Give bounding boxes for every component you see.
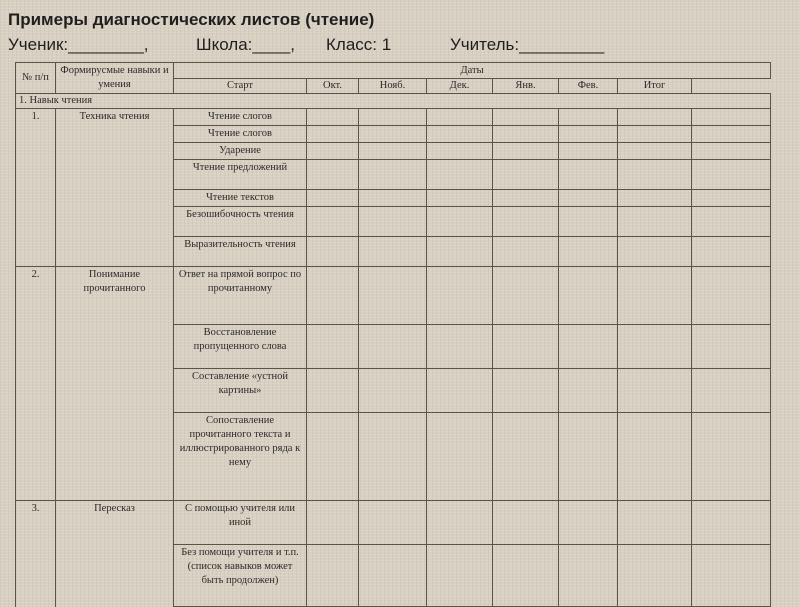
score-cell[interactable] (559, 369, 618, 413)
score-cell[interactable] (692, 207, 771, 237)
skill-label: Выразительность чтения (174, 237, 307, 267)
score-cell[interactable] (307, 160, 359, 190)
score-cell[interactable] (493, 237, 559, 267)
score-cell[interactable] (692, 109, 771, 126)
column-header: Старт (174, 79, 307, 94)
score-cell[interactable] (559, 207, 618, 237)
score-cell[interactable] (359, 126, 427, 143)
score-cell[interactable] (359, 501, 427, 545)
score-cell[interactable] (493, 109, 559, 126)
score-cell[interactable] (493, 190, 559, 207)
column-header: Фев. (559, 79, 618, 94)
score-cell[interactable] (307, 413, 359, 501)
header-skills: Формирусмые навыки и умения (56, 63, 174, 94)
score-cell[interactable] (307, 190, 359, 207)
school-field: Школа:____, (196, 35, 295, 54)
score-cell[interactable] (692, 413, 771, 501)
score-cell[interactable] (559, 413, 618, 501)
column-header: Дек. (427, 79, 493, 94)
score-cell[interactable] (359, 267, 427, 325)
score-cell[interactable] (618, 267, 692, 325)
score-cell[interactable] (359, 109, 427, 126)
score-cell[interactable] (692, 501, 771, 545)
score-cell[interactable] (427, 501, 493, 545)
score-cell[interactable] (559, 143, 618, 160)
score-cell[interactable] (359, 207, 427, 237)
score-cell[interactable] (427, 413, 493, 501)
score-cell[interactable] (618, 109, 692, 126)
score-cell[interactable] (559, 501, 618, 545)
score-cell[interactable] (359, 369, 427, 413)
score-cell[interactable] (359, 143, 427, 160)
score-cell[interactable] (359, 545, 427, 607)
score-cell[interactable] (618, 143, 692, 160)
skill-label: Чтение предложений (174, 160, 307, 190)
column-header: Нояб. (359, 79, 427, 94)
score-cell[interactable] (427, 545, 493, 607)
score-cell[interactable] (307, 143, 359, 160)
skill-label: Чтение слогов (174, 126, 307, 143)
score-cell[interactable] (618, 369, 692, 413)
student-field: Ученик:________, (8, 35, 149, 54)
score-cell[interactable] (307, 109, 359, 126)
score-cell[interactable] (559, 237, 618, 267)
score-cell[interactable] (307, 325, 359, 369)
score-cell[interactable] (618, 501, 692, 545)
column-header: Окт. (307, 79, 359, 94)
score-cell[interactable] (359, 325, 427, 369)
score-cell[interactable] (427, 190, 493, 207)
teacher-field: Учитель:_________ (450, 35, 605, 54)
score-cell[interactable] (559, 190, 618, 207)
score-cell[interactable] (427, 109, 493, 126)
score-cell[interactable] (493, 325, 559, 369)
score-cell[interactable] (493, 413, 559, 501)
score-cell[interactable] (618, 545, 692, 607)
score-cell[interactable] (559, 109, 618, 126)
group-number: 2. (16, 267, 56, 501)
score-cell[interactable] (692, 325, 771, 369)
skill-label: Без помощи учителя и т.п. (список навыков может быть продолжен) (174, 545, 307, 607)
score-cell[interactable] (692, 160, 771, 190)
score-cell[interactable] (307, 126, 359, 143)
score-cell[interactable] (359, 237, 427, 267)
score-cell[interactable] (493, 143, 559, 160)
score-cell[interactable] (493, 501, 559, 545)
score-cell[interactable] (493, 207, 559, 237)
grade-field: Класс: 1 (326, 35, 392, 54)
score-cell[interactable] (618, 237, 692, 267)
score-cell[interactable] (427, 160, 493, 190)
score-cell[interactable] (307, 237, 359, 267)
score-cell[interactable] (427, 126, 493, 143)
skill-label: Чтение слогов (174, 109, 307, 126)
score-cell[interactable] (493, 545, 559, 607)
score-cell[interactable] (692, 190, 771, 207)
score-cell[interactable] (493, 160, 559, 190)
skill-label: С помощью учителя или иной (174, 501, 307, 545)
score-cell[interactable] (359, 160, 427, 190)
score-cell[interactable] (359, 190, 427, 207)
score-cell[interactable] (427, 267, 493, 325)
header-dates: Даты (174, 63, 771, 79)
score-cell[interactable] (493, 369, 559, 413)
score-cell[interactable] (618, 413, 692, 501)
score-cell[interactable] (559, 545, 618, 607)
group-name: Техника чтения (56, 109, 174, 267)
skill-label: Безошибочность чтения (174, 207, 307, 237)
skill-label: Ответ на прямой вопрос по прочитанному (174, 267, 307, 325)
score-cell[interactable] (618, 190, 692, 207)
score-cell[interactable] (559, 160, 618, 190)
score-cell[interactable] (692, 237, 771, 267)
column-header: Янв. (493, 79, 559, 94)
score-cell[interactable] (692, 143, 771, 160)
score-cell[interactable] (618, 126, 692, 143)
score-cell[interactable] (427, 143, 493, 160)
skill-label: Сопоставление прочитанного текста и иллюстрированного ряда к нему (174, 413, 307, 501)
score-cell[interactable] (427, 325, 493, 369)
group-name: Пересказ (56, 501, 174, 607)
group-number: 3. (16, 501, 56, 607)
score-cell[interactable] (427, 237, 493, 267)
score-cell[interactable] (692, 267, 771, 325)
section-title: 1. Навык чтения (16, 94, 771, 109)
score-cell[interactable] (559, 325, 618, 369)
score-cell[interactable] (359, 413, 427, 501)
group-name: Понимание прочитанного (56, 267, 174, 501)
group-number: 1. (16, 109, 56, 267)
score-cell[interactable] (559, 126, 618, 143)
score-cell[interactable] (618, 160, 692, 190)
score-cell[interactable] (493, 126, 559, 143)
score-cell[interactable] (692, 126, 771, 143)
score-cell[interactable] (692, 545, 771, 607)
score-cell[interactable] (692, 369, 771, 413)
score-cell[interactable] (618, 325, 692, 369)
score-cell[interactable] (307, 207, 359, 237)
score-cell[interactable] (307, 545, 359, 607)
skill-label: Чтение текстов (174, 190, 307, 207)
score-cell[interactable] (493, 267, 559, 325)
skill-label: Восстановление пропущенного слова (174, 325, 307, 369)
page-title: Примеры диагностических листов (чтение) (8, 10, 375, 29)
diagnostic-table (15, 62, 771, 607)
header-num: № п/п (16, 63, 56, 94)
score-cell[interactable] (307, 369, 359, 413)
score-cell[interactable] (618, 207, 692, 237)
column-header: Итог (618, 79, 692, 94)
score-cell[interactable] (307, 267, 359, 325)
skill-label: Ударение (174, 143, 307, 160)
score-cell[interactable] (427, 369, 493, 413)
score-cell[interactable] (307, 501, 359, 545)
score-cell[interactable] (427, 207, 493, 237)
score-cell[interactable] (559, 267, 618, 325)
skill-label: Составление «устной картины» (174, 369, 307, 413)
